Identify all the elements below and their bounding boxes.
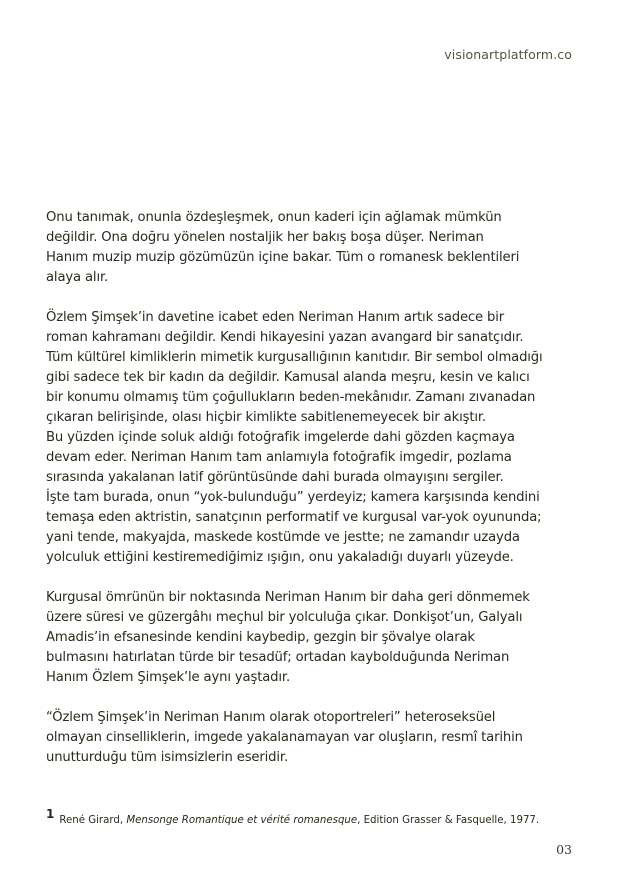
paragraph-2 [46,308,586,568]
article-body [46,208,586,788]
text-line: bir konumu olmamış tüm çoğullukların beden-mekânıdır. Zamanı zıvanadan [46,390,536,405]
text-line: roman kahramanı değildir. Kendi hikayesini yazan avangard bir sanatçıdır. [46,330,524,345]
footnote-author: René Girard, [59,815,127,826]
text-line: alaya alır. [46,270,109,285]
text-line: üzere süresi ve güzergâhı meçhul bir yolculuğa çıkar. Donkişot’un, Galyalı [46,610,523,625]
text-line: yolculuk ettiğini kestiremediğimiz ışığın, onu yakaladığı duyarlı yüzeyde. [46,550,514,565]
text-line: değildir. Ona doğru yönelen nostaljik her bakış boşa düşer. Neriman [46,230,484,245]
text-line: Hanım muzip muzip gözümüzün içine bakar. Tüm o romanesk beklentileri [46,250,520,265]
text-line: Onu tanımak, onunla özdeşleşmek, onun kaderi için ağlamak mümkün [46,210,502,225]
text-line: çıkaran belirişinde, olası hiçbir kimlikte sabitlenemeyecek bir akıştır. [46,410,486,425]
text-line: unutturduğu tüm isimsizlerin eseridir. [46,750,289,765]
paragraph-3 [46,588,586,688]
site-url: visionartplatform.co [444,47,572,62]
footnote [46,807,540,826]
text-line: gibi sadece tek bir kadın da değildir. Kamusal alanda meşru, kesin ve kalıcı [46,370,530,385]
text-line: bulmasını hatırlatan türde bir tesadüf; ortadan kaybolduğunda Neriman [46,650,510,665]
text-line: Özlem Şimşek’in davetine icabet eden Neriman Hanım artık sadece bir [46,310,505,325]
footnote-publisher: , Edition Grasser & Fasquelle, 1977. [357,815,540,826]
text-line: Tüm kültürel kimliklerin mimetik kurgusallığının kanıtıdır. Bir sembol olmadığı [46,350,543,365]
text-line: temaşa eden aktristin, sanatçının performatif ve kurgusal var-yok oyununda; [46,510,542,525]
text-line: İşte tam burada, onun “yok-bulunduğu” yerdeyiz; kamera karşısında kendini [46,490,540,505]
text-line: Kurgusal ömrünün bir noktasında Neriman Hanım bir daha geri dönmemek [46,590,530,605]
text-line: devam eder. Neriman Hanım tam anlamıyla fotoğrafik imgedir, pozlama [46,450,512,465]
text-line: Hanım Özlem Şimşek’le aynı yaştadır. [46,670,290,685]
text-line: yani tende, makyajda, maskede kostümde ve jestte; ne zamandır uzayda [46,530,520,545]
footnote-mark: 1 [46,807,55,821]
text-line: olmayan cinselliklerin, imgede yakalanamayan var oluşların, resmî tarihin [46,730,523,745]
paragraph-1 [46,208,586,288]
footnote-title: Mensonge Romantique et vérité romanesque [126,815,358,826]
text-line: Amadis’in efsanesinde kendini kaybedip, gezgin bir şövalye olarak [46,630,475,645]
text-line: sırasında yakalanan latif görüntüsünde dahi burada olmayışını sergiler. [46,470,504,485]
page-number: 03 [556,842,572,857]
text-line: “Özlem Şimşek’in Neriman Hanım olarak otoportreleri” heteroseksüel [46,710,496,725]
paragraph-4 [46,708,586,768]
text-line: Bu yüzden içinde soluk aldığı fotoğrafik imgelerde dahi gözden kaçmaya [46,430,515,445]
